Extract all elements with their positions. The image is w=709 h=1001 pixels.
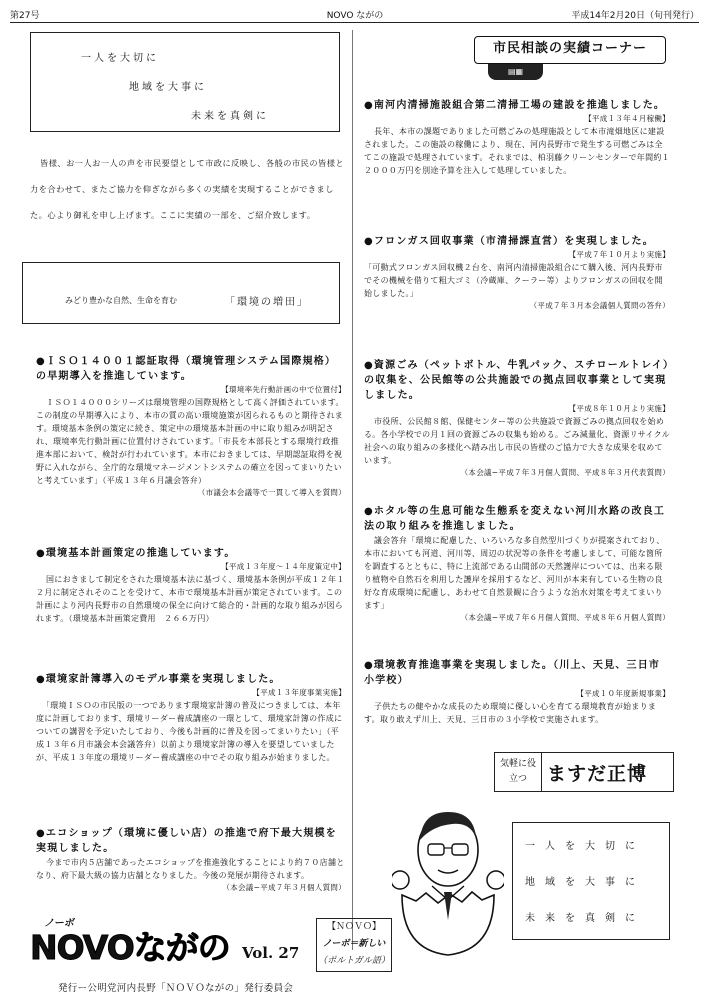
publisher-line: 発行ー公明党河内長野「ＮＯＶＯながの」発行委員会 xyxy=(58,983,294,994)
right-item-2-note: 【平成７年１０月より実施】 xyxy=(568,250,670,259)
right-item-5-body: 子供たちの健やかな成長のため環境に優しい心を育てる環境教育が始まります。取り敢えず川上、天見、三日市の３小学校で実施されます。 xyxy=(364,702,657,724)
motto-box-2 xyxy=(512,822,670,940)
masthead-tag-box xyxy=(316,918,392,972)
motto2-line-2: 地域を大事に xyxy=(525,877,645,888)
motto-line-2: 地域を大事に xyxy=(129,82,207,93)
left-item-2 xyxy=(36,546,346,625)
right-item-2-source: （平成７年３月本会議個人質問の答弁） xyxy=(529,301,670,310)
right-item-1-note: 【平成１３年４月稼働】 xyxy=(584,114,670,123)
left-item-1-note: 【環境率先行動計画の中で位置付】 xyxy=(221,385,346,394)
column-divider xyxy=(352,30,353,950)
right-item-5-heading: ●環境教育推進事業を実現しました。（川上、天見、三日市小学校） xyxy=(364,660,661,686)
left-item-1-heading: ●ＩＳＯ１４００１認証取得（環境管理システム国際規格）の早期導入を推進しています。 xyxy=(36,356,337,382)
right-item-3-source: （本会議−平成７年３月個人質問、平成８年３月代表質問） xyxy=(460,468,670,477)
right-item-1-body: 長年、本市の課題でありました可燃ごみの処理施設として本市滝畑地区に建設されました。この施設の稼働により、現在、河内長野市で発生する可燃ごみは全てこの施設で処理されています。それまでは、柏羽藤クリーンセンターで年間約１２０００万円を別途予算を注入して処理していました。 xyxy=(364,127,670,175)
motto2-line-3: 未来を真剣に xyxy=(525,913,645,924)
left-item-4-source: （本会議−平成７年３月個人質問） xyxy=(222,883,346,892)
left-item-2-note: 【平成１３年度〜１４年度策定中】 xyxy=(221,562,346,571)
left-item-3 xyxy=(36,672,346,764)
promo-name: ますだ正博 xyxy=(547,763,648,785)
motto-line-3: 未来を真剣に xyxy=(191,111,269,122)
left-item-1-source: （市議会本会議等で一貫して導入を質問） xyxy=(197,488,346,497)
theme-box xyxy=(22,262,340,324)
motto2-line-1: 一人を大切に xyxy=(525,841,645,852)
motto-line-1: 一人を大切に xyxy=(81,53,159,64)
right-item-2-body: 「可動式フロンガス回収機２台を、南河内清掃施設組合にて購入後、河内長野市でその機械を借りて粗大ゴミ（冷蔵庫、クーラー等）よりフロンガスの回収を開始しました。」 xyxy=(364,263,663,298)
right-item-4 xyxy=(364,504,670,624)
masthead-title: NOVOながの xyxy=(30,928,230,967)
left-item-4-heading: ●エコショップ（環境に優しい店）の推進で府下最大規模を実現しました。 xyxy=(36,828,337,854)
left-item-3-body: 「環境ＩＳＯの市民版の一つであります環境家計簿の普及につきましては、本年度に計画しております、環境リーダー養成講座の一環として、環境家計簿の作成についての講習を予定いたしており、今後も計画的に普及を図ってまいりたい」（平成１３年６月市議会本会議答弁）以前より環境家計簿の導入を要望していましたが、平成１３年度の環境リーダー養成講座の中でその取り組みが始まりました。 xyxy=(36,701,343,762)
right-item-5-note: 【平成１０年度新規事業】 xyxy=(576,689,670,698)
right-item-2-heading: ●フロンガス回収事業（市清掃課直営）を実現しました。 xyxy=(364,236,654,247)
left-item-4-body: 今まで市内５店舗であったエコショップを推進強化することにより約７０店舗となり、府下最大級の協力店舗となりました。今後の発展が期待されます。 xyxy=(36,858,345,880)
header-rule xyxy=(10,22,699,23)
right-item-1 xyxy=(364,98,670,177)
left-item-2-heading: ●環境基本計画策定の推進しています。 xyxy=(36,548,236,559)
left-item-2-body: 国におきまして制定をされた環境基本法に基づく、環境基本条例が平成１２年１２月に制定されそのことを受けて、本市で環境基本計画が策定されています。この計画により河内長野市の自然環境の保全に向けて総合的・計画的な取り組みが図られます。（環境基本計画策定費用 ２６６万円） xyxy=(36,575,345,623)
right-item-3-body: 市役所、公民館８館、保健センター等の公共施設で資源ごみの拠点回収を始める。各小学校での月１回の資源ごみの収集も始める。ごみ減量化、資源リサイクル社会への取り組みの多様化へ踏み出し市民の皆様のご協力で大きな成果を収めています。 xyxy=(364,417,670,465)
left-item-3-heading: ●環境家計簿導入のモデル事業を実現しました。 xyxy=(36,674,281,685)
page-number: 第27号 xyxy=(10,11,40,21)
masthead-tag-3: （ポルトガル語） xyxy=(318,956,390,966)
masthead-volume: Vol. 27 xyxy=(242,944,300,962)
newsletter-header-title: NOVO ながの xyxy=(326,11,384,21)
promo-divider xyxy=(541,753,542,791)
corner-title: 市民相談の実績コーナー xyxy=(474,36,666,64)
motto-box xyxy=(30,32,340,132)
left-item-4 xyxy=(36,826,346,894)
promo-label: 気軽に役立つ xyxy=(499,759,536,784)
newspaper-icon: ▤▦ xyxy=(488,64,543,80)
masthead-tag-2: ノーボ＝新しい xyxy=(322,939,386,949)
right-item-4-heading: ●ホタル等の生息可能な生態系を変えない河川水路の改良工法の取り組みを推進しました。 xyxy=(364,506,666,532)
masthead-prefix: ノーボ xyxy=(44,918,74,929)
left-item-1 xyxy=(36,354,346,499)
right-item-3-note: 【平成８年１０月より実施】 xyxy=(568,404,670,413)
right-item-4-source: （本会議−平成７年６月個人質問、平成８年６月個人質問） xyxy=(460,613,670,622)
intro-paragraph: 皆様、お一人お一人の声を市民要望として市政に反映し、各般の市民の皆様と力を合わせて、またご協力を仰ぎながら多くの実績を実現することができました。心より御礼を申し上げます。ここに実績の一部を、ご紹介致します。 xyxy=(30,158,345,220)
right-item-3 xyxy=(364,358,670,479)
right-item-5 xyxy=(364,658,670,726)
issue-date: 平成14年2月20日（旬刊発行） xyxy=(571,11,699,21)
right-item-1-heading: ●南河内清掃施設組合第二清掃工場の建設を推進しました。 xyxy=(364,100,666,111)
right-item-3-heading: ●資源ごみ（ペットボトル、牛乳パック、スチロールトレイ）の収集を、公民館等の公共施設での拠点回収事業として実現しました。 xyxy=(364,360,670,401)
masthead-tag-1: 【ＮＯＶＯ】 xyxy=(326,922,381,932)
left-item-3-note: 【平成１３年度事業実施】 xyxy=(252,688,346,697)
theme-subtitle: みどり豊かな自然、生命を育む xyxy=(65,296,177,305)
theme-title: 「環境の増田」 xyxy=(225,297,309,308)
right-item-4-body: 議会答弁「環境に配慮した、いろいろな多自然型川づくりが提案されており、本市においても河道、河川等、周辺の状況等の条件を考慮しまして、可能な箇所を調査するとともに、特に上流部である山間部の天然護岸については、出来る限り植物や自然石を利用した護岸を採用するなど、河川が本来有している生物の良好な育成環境に配慮し、あわせて自然景観に合うような治水対策を考えてまいります」 xyxy=(364,536,665,610)
right-item-2 xyxy=(364,234,670,312)
mascot-illustration xyxy=(392,800,504,960)
promo-box xyxy=(494,752,674,792)
left-item-1-body: ＩＳＯ１４０００シリーズは環境管理の国際規格として高く評価されています。この制度の早期導入により、本市の質の高い環境施策が図られるものと期待されます。環境基本条例の策定に続き、策定中の環境基本計画の中に取り組みが明記され、環境率先行動計画に位置付けされています。「市長を本部長とする環境行政推進本部において、検討が行われています。本市におきましては、早期認証取得を視野に入れながら、全庁的な環境マネージメントシステムの確立を図ってまいりたいと考えています」（平成１３年６月議会答弁） xyxy=(36,398,344,485)
